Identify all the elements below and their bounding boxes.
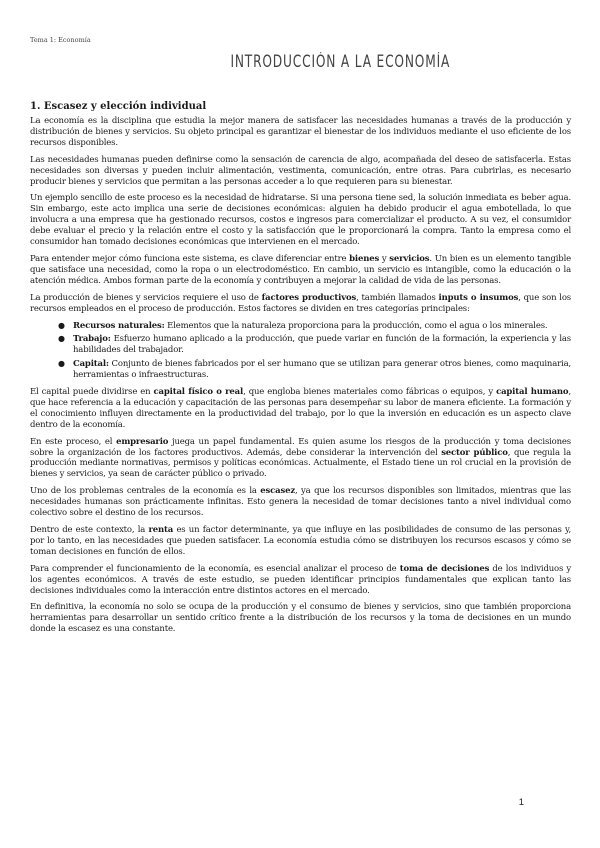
section-title: 1. Escasez y elección individual: [30, 101, 207, 112]
text-segment: , que son los recursos empleados en el proceso de producción. Estos factores se dividen en tres categorías principales:: [30, 292, 571, 314]
text-segment: , que regula la producción mediante normativas, permisos y políticas económicas. Actualmente, el Estado tiene un rol crucial en la provisión de bienes y servicios, ya sean de carácter público o privado.: [30, 447, 571, 480]
text-segment: El capital puede dividirse en: [30, 387, 154, 398]
paragraph-definition: La economía es la disciplina que estudia la mejor manera de satisfacer las necesidades humanas a través de la producción y distribución de bienes y servicios. Su objeto principal es garantizar el bienestar de los individuos mediante el uso eficiente de los recursos disponibles.: [30, 116, 571, 148]
term-factores-productivos: factores productivos: [261, 292, 357, 303]
paragraph-conclusion: En definitiva, la economía no solo se ocupa de la producción y el consumo de bienes y servicios, sino que también proporciona herramientas para desarrollar un sentido crítico frente a la distribución de los recursos y la toma de decisiones en un mundo donde la escasez es una constante.: [30, 602, 571, 635]
text-segment: . Un bien es un elemento tangible que satisface una necesidad, como la ropa o un electrodoméstico. En cambio, un servicio es intangible, como la educación o la atención médica. Ambos forman parte de la economía y contribuyen a mejorar la calidad de vida de las personas.: [30, 253, 571, 286]
term-servicios: servicios: [389, 253, 430, 264]
text-segment: En este proceso, el: [30, 436, 117, 447]
text-segment: de los individuos y los agentes económicos. A través de este estudio, se pueden identificar principios fundamentales que explican tanto las decisiones individuales como la interacción entre distintos actores en el mercado.: [30, 563, 572, 596]
list-item-text: Conjunto de bienes fabricados por el ser humano que se utilizan para generar otros bienes, como maquinaria, herramientas o infraestructuras.: [73, 359, 571, 381]
document-body: [30, 100, 571, 641]
term-empresario: empresario: [116, 436, 169, 447]
list-item: [58, 320, 571, 332]
text-segment: y: [379, 253, 390, 264]
paragraph-decisions: [30, 564, 571, 597]
text-segment: , también llamados: [356, 292, 439, 303]
text-segment: Uno de los problemas centrales de la economía es la: [30, 486, 261, 497]
term-inputs: inputs o insumos: [438, 292, 519, 303]
term-renta: renta: [148, 525, 174, 535]
text-segment: es un factor determinante, ya que influye en las posibilidades de consumo de las personas y, por lo tanto, en las necesidades que pueden satisfacer. La economía estudia cómo se distribuyen los recursos escasos y cómo se toman decisiones en función de ellos.: [30, 525, 571, 557]
text-segment: Para comprender el funcionamiento de la economía, es esencial analizar el proceso de: [30, 563, 400, 574]
paragraph-income: [30, 525, 571, 558]
text-segment: Para entender mejor cómo funciona este sistema, es clave diferenciar entre: [30, 253, 350, 264]
text-segment: , que engloba bienes materiales como fábricas o equipos, y: [243, 387, 497, 398]
paragraph-capital: [30, 387, 571, 431]
bullet-icon: ●: [58, 359, 65, 369]
paragraph-water-example: Un ejemplo sencillo de este proceso es la necesidad de hidratarse. Si una persona tiene sed, la solución inmediata es beber agua. Sin embargo, este acto implica una serie de decisiones económicas: alguien ha debido producir el agua embotellada, lo que involucra a una empresa que ha gestionado recursos, costos e ingresos para comercializar el producto. A su vez, el consumidor debe evaluar el precio y la relación entre el costo y la satisfacción que le proporcionará la compra. Tanto la empresa como el consumidor han tomado decisiones económicas que intervienen en el mercado.: [30, 193, 571, 248]
text-segment: , ya que los recursos disponibles son limitados, mientras que las necesidades humanas son prácticamente infinitas. Esto genera la necesidad de tomar decisiones tanto a nivel individual como colectivo sobre el destino de los recursos.: [30, 486, 571, 519]
paragraph-goods-services: [30, 254, 571, 287]
text-segment: La producción de bienes y servicios requiere el uso de: [30, 292, 262, 303]
list-item: [58, 359, 571, 381]
paragraph-needs: Las necesidades humanas pueden definirse como la sensación de carencia de algo, acompañada del deseo de satisfacerla. Estas necesidades son diversas y pueden incluir alimentación, vestimenta, comunicación, entre otras. Para cubrirlas, es necesario producir bienes y servicios que permitan a las personas acceder a lo que requieren para su bienestar.: [30, 154, 571, 187]
list-item-term: Trabajo:: [73, 334, 111, 345]
text-segment: Dentro de este contexto, la: [30, 525, 149, 535]
term-escasez: escasez: [260, 486, 296, 497]
term-bienes: bienes: [349, 253, 380, 264]
term-capital-humano: capital humano: [496, 387, 569, 398]
term-capital-fisico: capital físico o real: [153, 387, 244, 398]
paragraph-entrepreneur: [30, 437, 571, 481]
text-segment: juega un papel fundamental. Es quien asume los riesgos de la producción y toma decisiones sobre la organización de los factores productivos. Además, debe considerar la intervención del: [30, 436, 571, 458]
term-toma-de-decisiones: toma de decisiones: [399, 563, 490, 574]
list-item: [58, 334, 571, 356]
list-item-text: Esfuerzo humano aplicado a la producción, que puede variar en función de la formación, la experiencia y las habilidades del trabajador.: [73, 334, 571, 356]
list-item-text: Elementos que la naturaleza proporciona para la producción, como el agua o los minerales.: [164, 320, 548, 331]
page-title: INTRODUCCIÓN A LA ECONOMÍA: [230, 52, 451, 71]
list-item-term: Capital:: [73, 359, 109, 370]
bullet-icon: ●: [58, 320, 65, 330]
paragraph-scarcity: [30, 486, 571, 519]
term-sector-publico: sector público: [441, 447, 508, 458]
list-item-term: Recursos naturales:: [73, 320, 165, 331]
page-number: 1: [518, 797, 524, 808]
header-label: Tema 1: Economía: [30, 36, 91, 44]
paragraph-factors: [30, 293, 571, 315]
text-segment: , que hace referencia a la educación y capacitación de las personas para desempeñar su labor de manera eficiente. La formación y el conocimiento influyen directamente en la productividad del trabajo, por lo que la inversión en educación es un aspecto clave dentro de la economía.: [30, 387, 571, 430]
factors-list: [30, 321, 571, 382]
bullet-icon: ●: [58, 334, 65, 344]
